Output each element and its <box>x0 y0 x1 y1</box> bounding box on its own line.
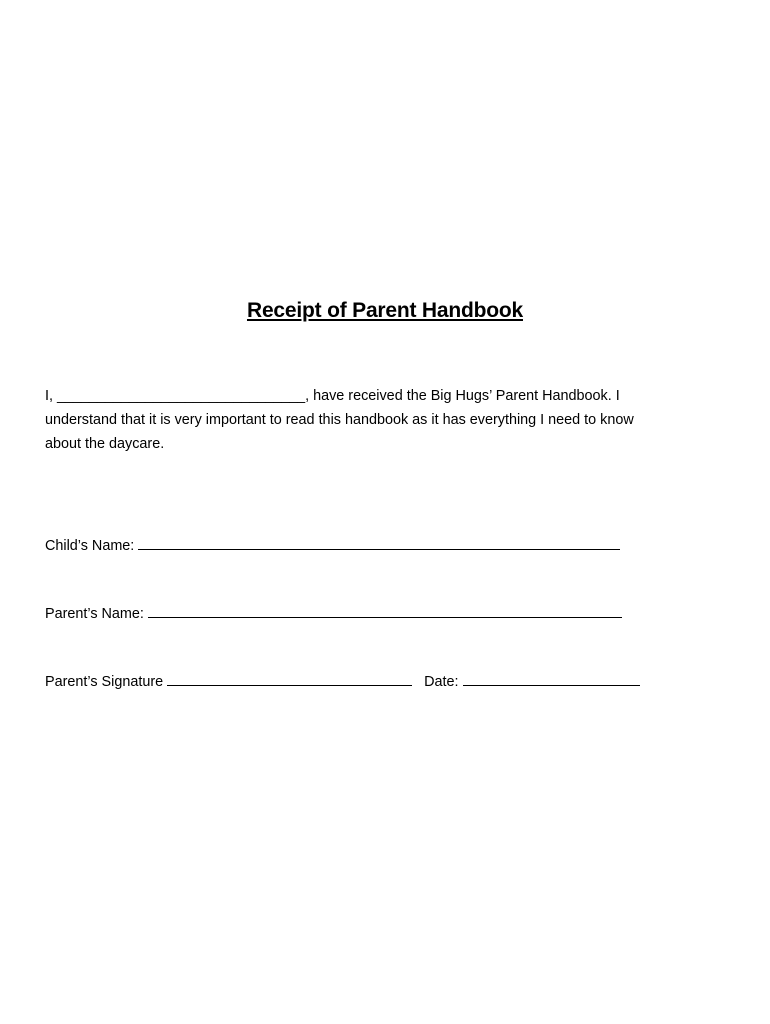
date-label: Date: <box>424 674 459 690</box>
parent-name-row <box>45 602 622 626</box>
paragraph-line-2: understand that it is very important to read this handbook as it has everything I need to know <box>45 412 634 428</box>
parent-name-label: Parent’s Name: <box>45 606 144 622</box>
signature-date-row <box>45 670 640 694</box>
child-name-row <box>45 534 620 558</box>
parent-signature-blank-line <box>167 670 412 686</box>
date-blank-line <box>463 670 640 686</box>
paragraph-line-1: I, _______________________________, have received the Big Hugs’ Parent Handbook. I <box>45 388 620 404</box>
acknowledgement-paragraph <box>45 384 735 456</box>
document-title: Receipt of Parent Handbook <box>246 299 523 322</box>
child-name-blank-line <box>138 534 620 550</box>
date-group <box>424 674 639 690</box>
parent-signature-label: Parent’s Signature <box>45 674 164 690</box>
child-name-label: Child’s Name: <box>45 538 135 554</box>
paragraph-line-3: about the daycare. <box>45 436 165 452</box>
parent-name-blank-line <box>148 602 622 618</box>
